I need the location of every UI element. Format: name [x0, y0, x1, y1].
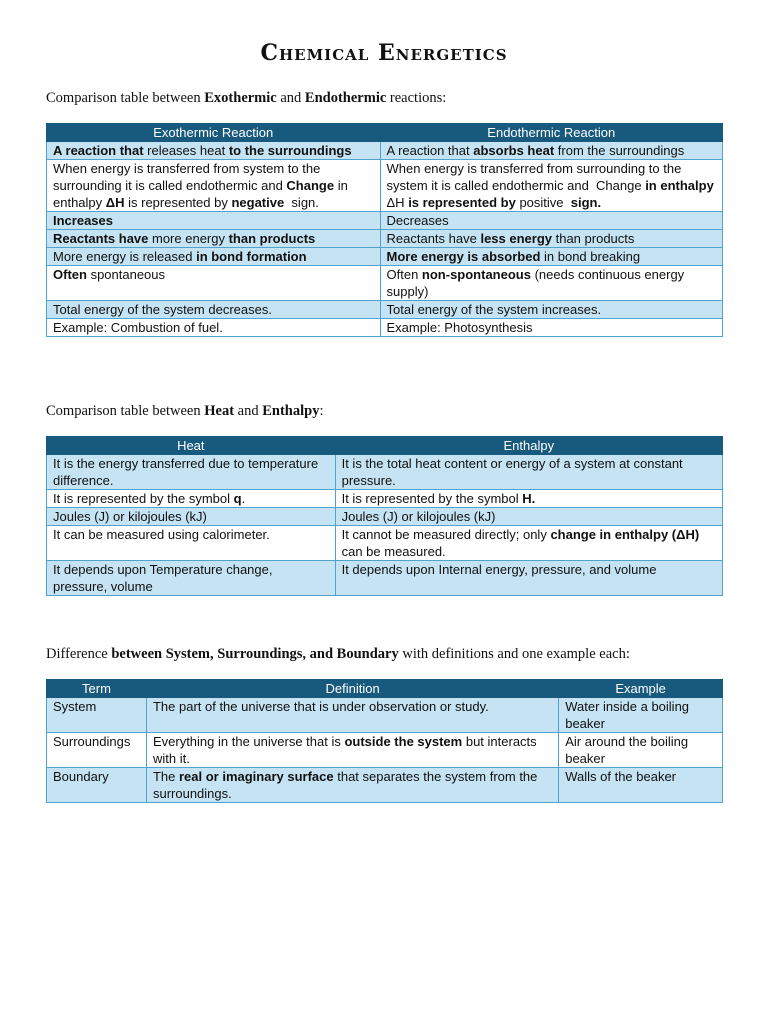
table-cell: The part of the universe that is under observation or study.	[146, 698, 558, 733]
table-cell: It can be measured using calorimeter.	[47, 526, 336, 561]
exo-endo-table	[46, 123, 723, 337]
table-cell: Boundary	[47, 768, 147, 803]
table-cell: Example: Combustion of fuel.	[47, 319, 381, 337]
table-row	[47, 768, 723, 803]
section1-intro: Comparison table between Exothermic and Endothermic reactions:	[46, 90, 447, 106]
table-cell: More energy is absorbed in bond breaking	[380, 248, 723, 266]
table-cell: Total energy of the system decreases.	[47, 301, 381, 319]
table-row	[47, 490, 723, 508]
table-cell: Walls of the beaker	[559, 768, 723, 803]
table-cell: Everything in the universe that is outside the system but interacts with it.	[146, 733, 558, 768]
table-row	[47, 142, 723, 160]
column-header: Definition	[146, 680, 558, 698]
table-cell: System	[47, 698, 147, 733]
table-cell: It is the energy transferred due to temperature difference.	[47, 455, 336, 490]
section2-intro: Comparison table between Heat and Enthalpy:	[46, 403, 324, 419]
system-surroundings-table	[46, 679, 723, 803]
column-header: Example	[559, 680, 723, 698]
table-cell: It is represented by the symbol H.	[335, 490, 722, 508]
table-cell: A reaction that absorbs heat from the surroundings	[380, 142, 723, 160]
table-cell: Water inside a boiling beaker	[559, 698, 723, 733]
table-row	[47, 733, 723, 768]
page-title: Chemical Energetics	[260, 40, 508, 66]
table-header-row	[47, 437, 723, 455]
table-row	[47, 319, 723, 337]
table-cell: A reaction that releases heat to the surroundings	[47, 142, 381, 160]
table-row	[47, 698, 723, 733]
table-row	[47, 266, 723, 301]
table-cell: It depends upon Temperature change, pressure, volume	[47, 561, 336, 596]
table-cell: Example: Photosynthesis	[380, 319, 723, 337]
column-header: Term	[47, 680, 147, 698]
table-row	[47, 301, 723, 319]
table-cell: Reactants have more energy than products	[47, 230, 381, 248]
table-cell: Surroundings	[47, 733, 147, 768]
section3-intro: Difference between System, Surroundings, and Boundary with definitions and one example each:	[46, 646, 630, 662]
table-cell: The real or imaginary surface that separates the system from the surroundings.	[146, 768, 558, 803]
table-cell: More energy is released in bond formation	[47, 248, 381, 266]
column-header: Endothermic Reaction	[380, 124, 723, 142]
table-cell: Joules (J) or kilojoules (kJ)	[47, 508, 336, 526]
table-cell: It is represented by the symbol q.	[47, 490, 336, 508]
table-row	[47, 160, 723, 212]
table-cell: It depends upon Internal energy, pressure, and volume	[335, 561, 722, 596]
table-cell: Joules (J) or kilojoules (kJ)	[335, 508, 722, 526]
table-cell: It is the total heat content or energy of a system at constant pressure.	[335, 455, 722, 490]
table-cell: Decreases	[380, 212, 723, 230]
table-header-row	[47, 124, 723, 142]
table-header-row	[47, 680, 723, 698]
table-cell: Often non-spontaneous (needs continuous energy supply)	[380, 266, 723, 301]
table-cell: Reactants have less energy than products	[380, 230, 723, 248]
column-header: Exothermic Reaction	[47, 124, 381, 142]
table-row	[47, 455, 723, 490]
table-cell: Total energy of the system increases.	[380, 301, 723, 319]
column-header: Enthalpy	[335, 437, 722, 455]
table-row	[47, 248, 723, 266]
table-row	[47, 212, 723, 230]
table-row	[47, 508, 723, 526]
table-cell: Air around the boiling beaker	[559, 733, 723, 768]
table-cell: Increases	[47, 212, 381, 230]
table-cell: It cannot be measured directly; only change in enthalpy (ΔH) can be measured.	[335, 526, 722, 561]
column-header: Heat	[47, 437, 336, 455]
table-cell: When energy is transferred from system to the surrounding it is called endothermic and Change in enthalpy ΔH is represented by negative sign.	[47, 160, 381, 212]
table-row	[47, 526, 723, 561]
table-cell: Often spontaneous	[47, 266, 381, 301]
table-cell: When energy is transferred from surrounding to the system it is called endothermic and Change in enthalpy ΔH is represented by positive sign.	[380, 160, 723, 212]
table-row	[47, 230, 723, 248]
table-row	[47, 561, 723, 596]
heat-enthalpy-table	[46, 436, 723, 596]
